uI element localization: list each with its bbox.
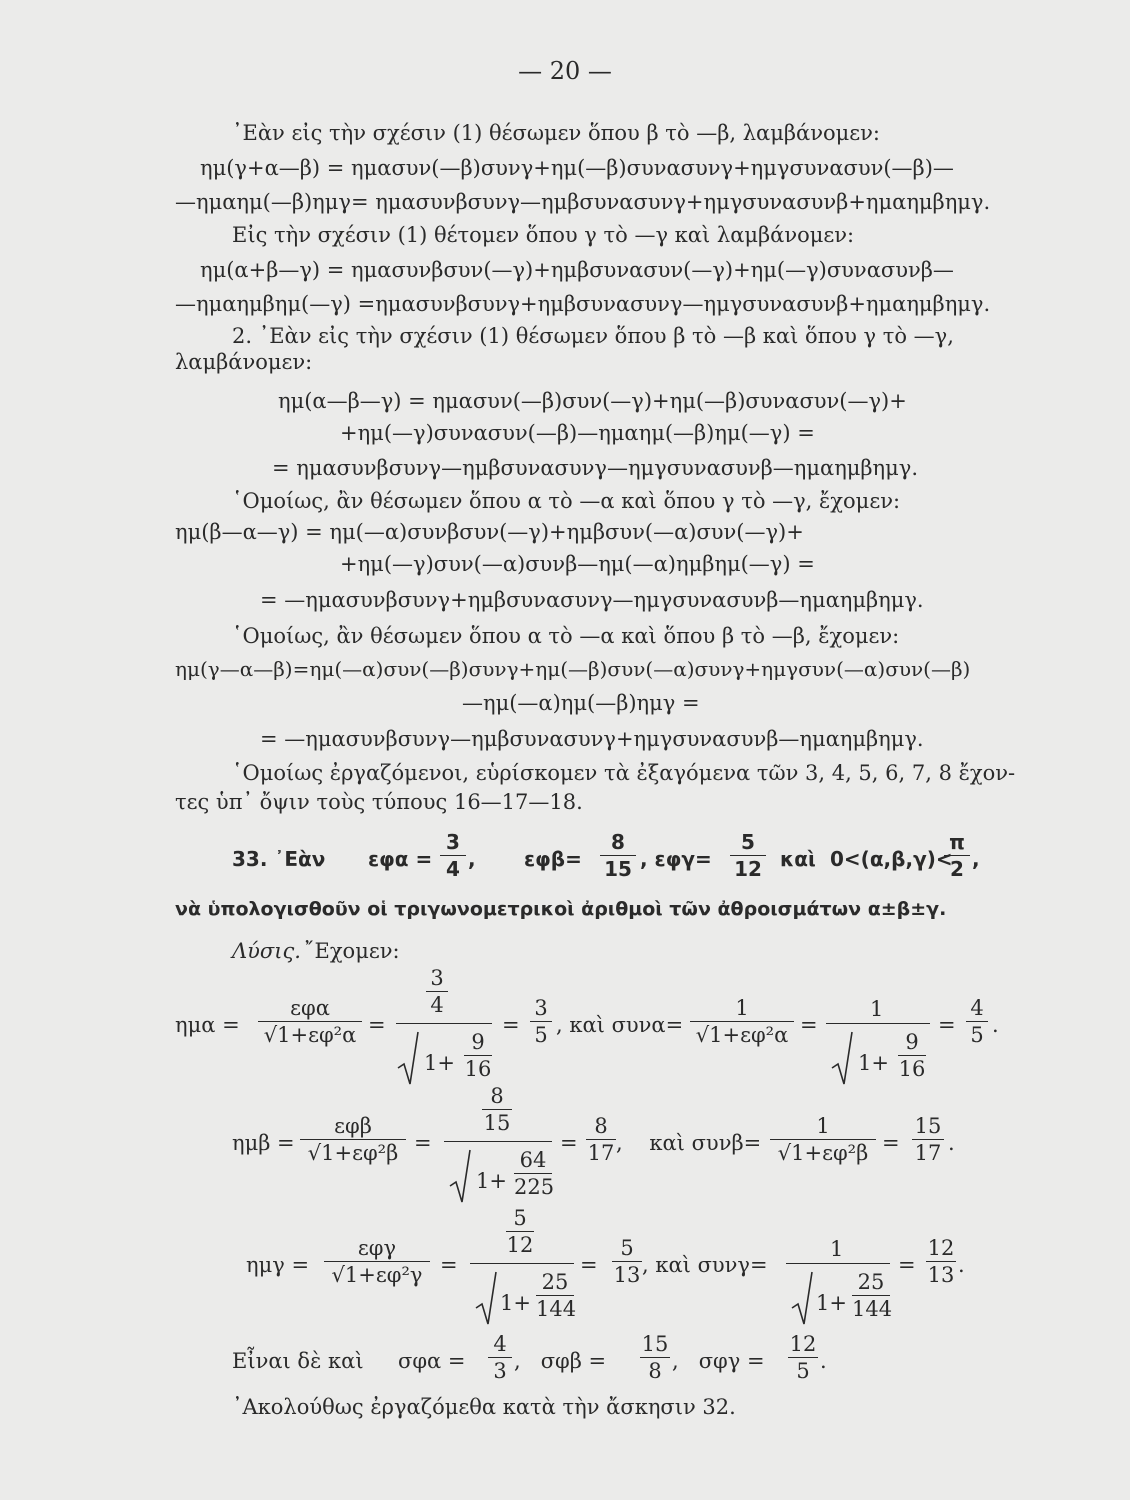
comma: , — [972, 847, 980, 871]
radicand: 1+ — [500, 1291, 531, 1315]
lhs: ημβ = — [232, 1131, 295, 1155]
solution-label: Λύσις. — [232, 939, 301, 963]
cot-intro: Εἶναι δὲ καὶ — [232, 1349, 364, 1373]
and-cos-label: , καὶ συνγ= — [642, 1253, 768, 1277]
range-condition: 0<(α,β,γ)< — [830, 847, 953, 871]
lhs: ημγ = — [246, 1253, 310, 1277]
text-line: ῾Ομοίως, ἂν θέσωμεν ὅπου α τὸ —α καὶ ὅπου β τὸ —β, ἔχομεν: — [232, 624, 900, 648]
text-line: λαμβάνομεν: — [175, 350, 313, 374]
lhs: ημα = — [175, 1013, 240, 1037]
text-line: 2. ᾿Εὰν εἰς τὴν σχέσιν (1) θέσωμεν ὅπου β τὸ —β καὶ ὅπου γ τὸ —γ, — [232, 324, 954, 348]
problem-statement: νὰ ὑπολογισθοῦν οἱ τριγωνομετρικοὶ ἀριθμοὶ τῶν ἀθροισμάτων α±β±γ. — [175, 898, 947, 920]
fraction: 3 5 — [530, 996, 552, 1047]
fraction: 9 16 — [898, 1030, 926, 1081]
closing-line: ᾿Ακολούθως ἐργαζόμεθα κατὰ τὴν ἄσκησιν 32. — [232, 1395, 736, 1419]
equals: = — [440, 1253, 458, 1277]
fraction: 4 3 — [488, 1332, 512, 1383]
equals: = — [580, 1253, 598, 1277]
equation-line: ημ(α+β—γ) = ημασυνβσυν(—γ)+ημβσυνασυν(—γ)+ημ(—γ)συνασυνβ— — [200, 258, 954, 282]
fraction: 12 13 — [927, 1236, 955, 1287]
numerator: 1 — [830, 1237, 844, 1261]
text-line: ᾿Εὰν εἰς τὴν σχέσιν (1) θέσωμεν ὅπου β τὸ —β, λαμβάνομεν: — [232, 121, 880, 145]
fraction: εφα √1+εφ²α — [258, 996, 362, 1047]
fraction: 3 4 — [440, 830, 466, 881]
equals: = — [560, 1131, 578, 1155]
fraction: 1 √1+εφ²β — [770, 1114, 876, 1165]
radical-sign — [830, 1030, 854, 1086]
text-line: ῾Ομοίως ἐργαζόμενοι, εὑρίσκομεν τὰ ἐξαγόμενα τῶν 3, 4, 5, 6, 7, 8 ἔχον- — [232, 761, 1016, 785]
page-number: — 20 — — [518, 57, 612, 85]
and-cos-label: , καὶ συνα= — [556, 1013, 684, 1037]
fraction: 15 17 — [912, 1114, 944, 1165]
fraction: εφβ √1+εφ²β — [300, 1114, 406, 1165]
fraction-bar — [396, 1023, 492, 1024]
fraction: 12 5 — [789, 1332, 817, 1383]
equals: = — [898, 1253, 916, 1277]
fraction: 8 17 — [587, 1114, 615, 1165]
equation-line: —ημαημ(—β)ημγ= ημασυνβσυνγ—ημβσυνασυνγ+ημγσυνασυνβ+ημαημβημγ. — [175, 190, 991, 214]
equation-line: —ημ(—α)ημ(—β)ημγ = — [462, 691, 700, 715]
equals: = — [800, 1013, 818, 1037]
period: . — [948, 1131, 955, 1155]
fraction-bar — [470, 1263, 574, 1264]
period: . — [992, 1013, 999, 1037]
fraction: 5 12 — [730, 830, 766, 881]
text-line: ῾Ομοίως, ἂν θέσωμεν ὅπου α τὸ —α καὶ ὅπου γ τὸ —γ, ἔχομεν: — [232, 489, 901, 513]
radical-sign — [790, 1270, 814, 1326]
period: . — [958, 1253, 965, 1277]
radicand: 1+ — [858, 1051, 889, 1075]
equals: = — [938, 1013, 956, 1037]
equation-line: ημ(γ+α—β) = ημασυν(—β)συνγ+ημ(—β)συνασυνγ+ημγσυνασυν(—β)— — [200, 156, 954, 180]
fraction-bar — [826, 1023, 930, 1024]
cot-b-label: , σφβ = — [514, 1349, 607, 1373]
equals: = — [882, 1131, 900, 1155]
fraction: 25 144 — [852, 1270, 893, 1321]
and-cos-label: , καὶ συνβ= — [616, 1131, 762, 1155]
problem-number: 33. ᾿Εὰν — [232, 847, 326, 871]
equation-line: —ημαημβημ(—γ) =ημασυνβσυνγ+ημβσυνασυνγ—ημγσυνασυνβ+ημαημβημγ. — [175, 292, 991, 316]
fraction: 8 15 — [600, 830, 636, 881]
fraction: 5 12 — [506, 1206, 534, 1257]
fraction: 25 144 — [536, 1270, 577, 1321]
problem-efb: εφβ= — [524, 847, 582, 871]
numerator: 1 — [870, 997, 884, 1021]
problem-efa: εφα = — [368, 847, 433, 871]
equals: = — [414, 1131, 432, 1155]
and-word: καὶ — [780, 847, 816, 871]
equals: = — [502, 1013, 520, 1037]
radicand: 1+ — [476, 1169, 507, 1193]
text-line: τες ὑπ᾿ ὄψιν τοὺς τύπους 16—17—18. — [175, 790, 583, 814]
equation-line: +ημ(—γ)συν(—α)συνβ—ημ(—α)ημβημ(—γ) = — [340, 552, 815, 576]
equation-line: +ημ(—γ)συνασυν(—β)—ημαημ(—β)ημ(—γ) = — [340, 421, 815, 445]
problem-efg: , εφγ= — [640, 847, 712, 871]
comma: , — [468, 847, 476, 871]
cot-a-label: σφα = — [398, 1349, 466, 1373]
equation-line: ημ(α—β—γ) = ημασυν(—β)συν(—γ)+ημ(—β)συνασυν(—γ)+ — [278, 389, 907, 413]
fraction-bar — [786, 1263, 890, 1264]
equation-line: ημ(β—α—γ) = ημ(—α)συνβσυν(—γ)+ημβσυν(—α)συν(—γ)+ — [175, 520, 804, 544]
fraction: 9 16 — [464, 1030, 492, 1081]
fraction: 4 5 — [966, 996, 988, 1047]
radicand: 1+ — [424, 1051, 455, 1075]
fraction: 1 √1+εφ²α — [690, 996, 794, 1047]
solution-intro: ῎Εχομεν: — [304, 939, 400, 963]
radicand: 1+ — [816, 1291, 847, 1315]
equation-line: = —ημασυνβσυνγ+ημβσυνασυνγ—ημγσυνασυνβ—ημαημβημγ. — [260, 588, 924, 612]
radical-sign — [396, 1030, 420, 1086]
fraction: εφγ √1+εφ²γ — [324, 1236, 430, 1287]
equation-line: = ημασυνβσυνγ—ημβσυνασυνγ—ημγσυνασυνβ—ημαημβημγ. — [272, 456, 919, 480]
equals: = — [368, 1013, 386, 1037]
equation-line: = —ημασυνβσυνγ—ημβσυνασυνγ+ημγσυνασυνβ—ημαημβημγ. — [260, 727, 924, 751]
text-line: Εἰς τὴν σχέσιν (1) θέτομεν ὅπου γ τὸ —γ καὶ λαμβάνομεν: — [232, 223, 855, 247]
fraction: 15 8 — [641, 1332, 669, 1383]
fraction-bar — [444, 1141, 552, 1142]
radical-sign — [474, 1270, 498, 1326]
equation-line: ημ(γ—α—β)=ημ(—α)συν(—β)συνγ+ημ(—β)συν(—α)συνγ+ημγσυν(—α)συν(—β) — [175, 657, 971, 681]
period: . — [820, 1349, 827, 1373]
fraction: 3 4 — [426, 966, 448, 1017]
cot-g-label: , σφγ = — [672, 1349, 765, 1373]
fraction: 64 225 — [514, 1148, 555, 1199]
fraction: 5 13 — [613, 1236, 641, 1287]
fraction: 8 15 — [483, 1084, 511, 1135]
radical-sign — [448, 1148, 472, 1204]
fraction: π 2 — [944, 830, 970, 881]
